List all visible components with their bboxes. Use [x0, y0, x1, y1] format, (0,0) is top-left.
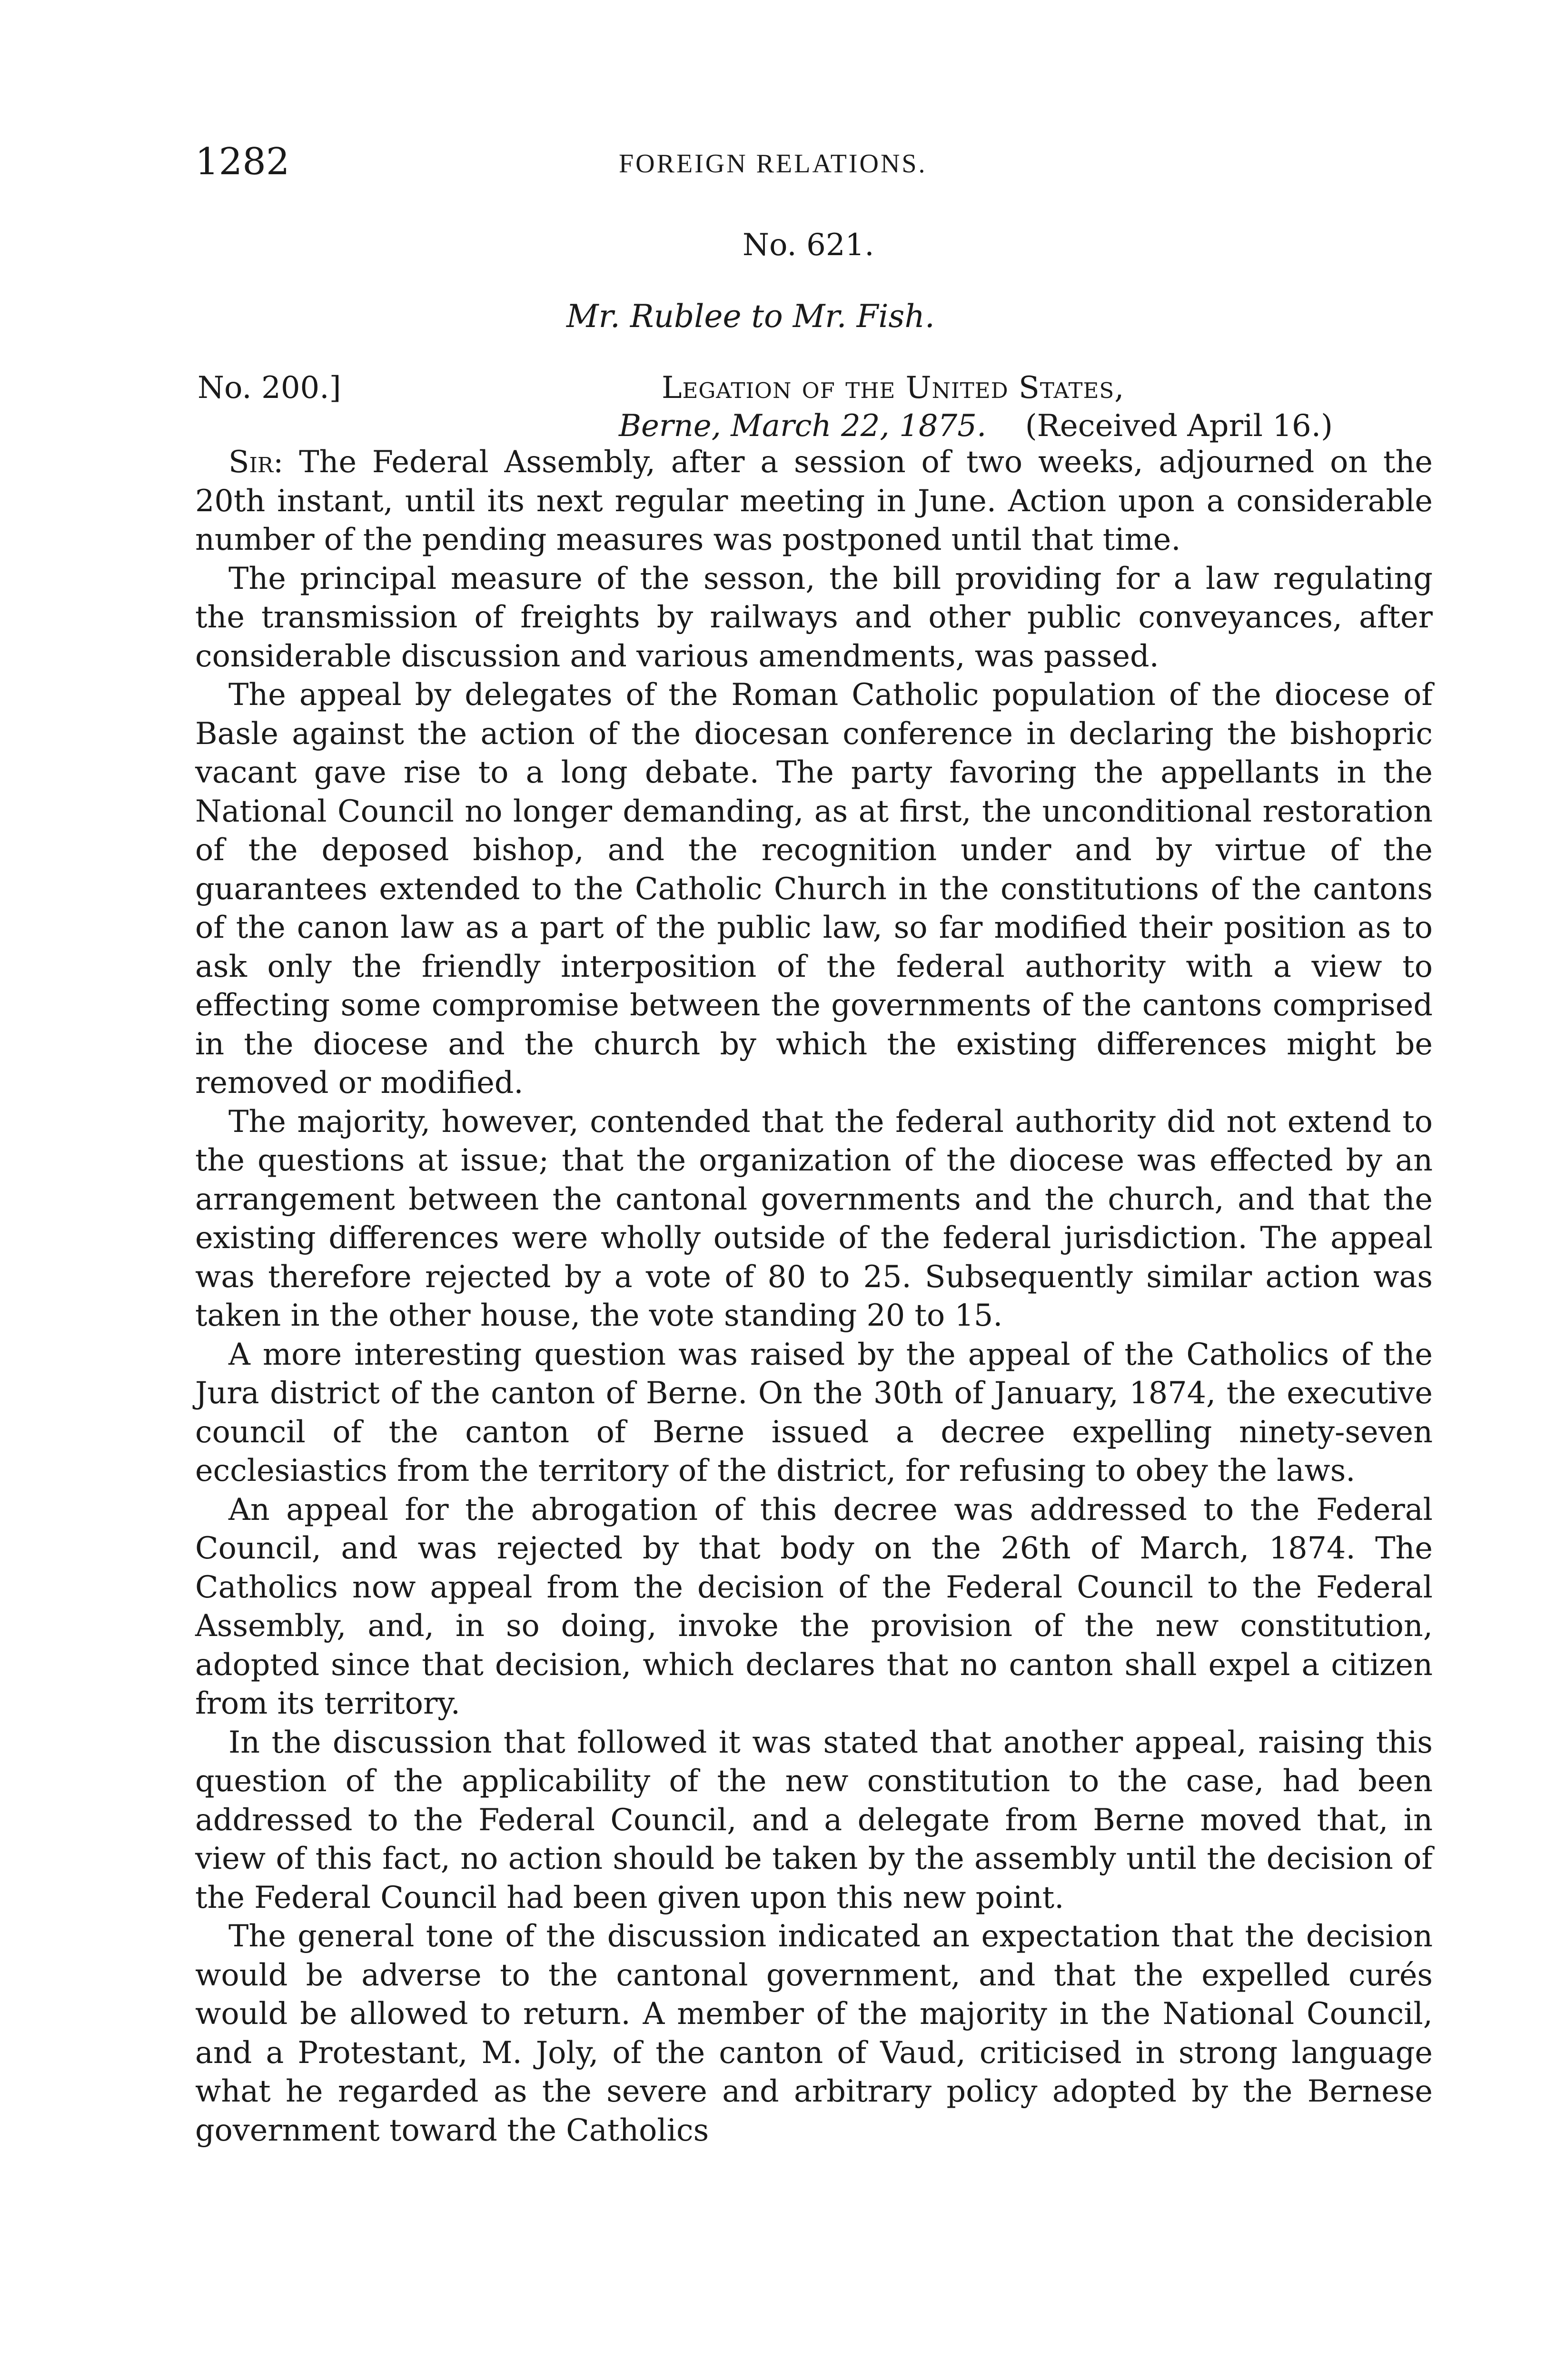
legation-heading: Legation of the United States, — [662, 370, 1125, 406]
dateline — [619, 405, 1333, 447]
document-number: No. 621. — [743, 228, 874, 263]
paragraph-7: In the discussion that followed it was stated that another appeal, raising this question of the applicability of the new constitution to the case, had been addressed to the Federal Council, and a delegate from Berne moved that, in view of this fact, no action should be taken by the assembly until the decision of the Federal Council had been given upon this new point. — [195, 1724, 1433, 1915]
paragraph-8: The general tone of the discussion indicated an expectation that the decision would be adverse to the cantonal government, and that the expelled curés would be allowed to return. A member of the majority in the National Council, and a Protestant, M. Joly, of the canton of Vaud, criticised in strong language what he regarded as the severe and arbitrary policy adopted by the Bernese government toward the Catholics — [195, 1918, 1433, 2148]
document-title: Mr. Rublee to Mr. Fish. — [566, 298, 935, 335]
running-head — [195, 138, 1433, 190]
despatch-number: No. 200.] — [198, 370, 341, 406]
paragraph-2: The principal measure of the sesson, the bill providing for a law regulating the transmission of freights by railways and other public conveyances, after considerable discussion and various amendments, was passed. — [195, 560, 1433, 674]
paragraph-4: The majority, however, contended that the federal authority did not extend to the questions at issue; that the organization of the diocese was effected by an arrangement between the cantonal governments and the church, and that the existing differences were wholly outside of the federal jurisdiction. The appeal was therefore rejected by a vote of 80 to 25. Subsequently similar action was taken in the other house, the vote standing 20 to 15. — [195, 1103, 1433, 1333]
place-date: Berne, March 22, 1875. — [619, 408, 987, 444]
paragraph-1: Sir: The Federal Assembly, after a session of two weeks, adjourned on the 20th instant, until its next regular meeting in June. Action upon a considerable number of the pending measures was postponed until that time. — [195, 444, 1433, 557]
paragraph-6: An appeal for the abrogation of this decree was addressed to the Federal Council, and was rejected by that body on the 26th of March, 1874. The Catholics now appeal from the decision of the Federal Council to the Federal Assembly, and, in so doing, invoke the provision of the new constitution, adopted since that decision, which declares that no canton shall expel a citizen from its territory. — [195, 1491, 1433, 1721]
running-title: FOREIGN RELATIONS. — [619, 149, 927, 178]
paragraph-5: A more interesting question was raised by the appeal of the Catholics of the Jura district of the canton of Berne. On the 30th of January, 1874, the executive council of the canton of Berne issued a decree expelling ninety-seven ecclesiastics from the territory of the district, for refusing to obey the laws. — [195, 1336, 1433, 1488]
received-date: (Received April 16.) — [1025, 408, 1333, 444]
page-number: 1282 — [195, 140, 290, 183]
salutation: Sir: — [228, 444, 284, 479]
letter-body — [195, 443, 1433, 2150]
paragraph-3: The appeal by delegates of the Roman Catholic population of the diocese of Basle against the action of the diocesan conference in declaring the bishopric vacant gave rise to a long debate. The party favoring the appellants in the National Council no longer demanding, as at first, the unconditional restoration of the deposed bishop, and the recognition under and by virtue of the guarantees extended to the Catholic Church in the constitutions of the cantons of the canon law as a part of the public law, so far modified their position as to ask only the friendly interposition of the federal authority with a view to effecting some compromise between the governments of the cantons comprised in the diocese and the church by which the existing differences might be removed or modified. — [195, 677, 1433, 1100]
